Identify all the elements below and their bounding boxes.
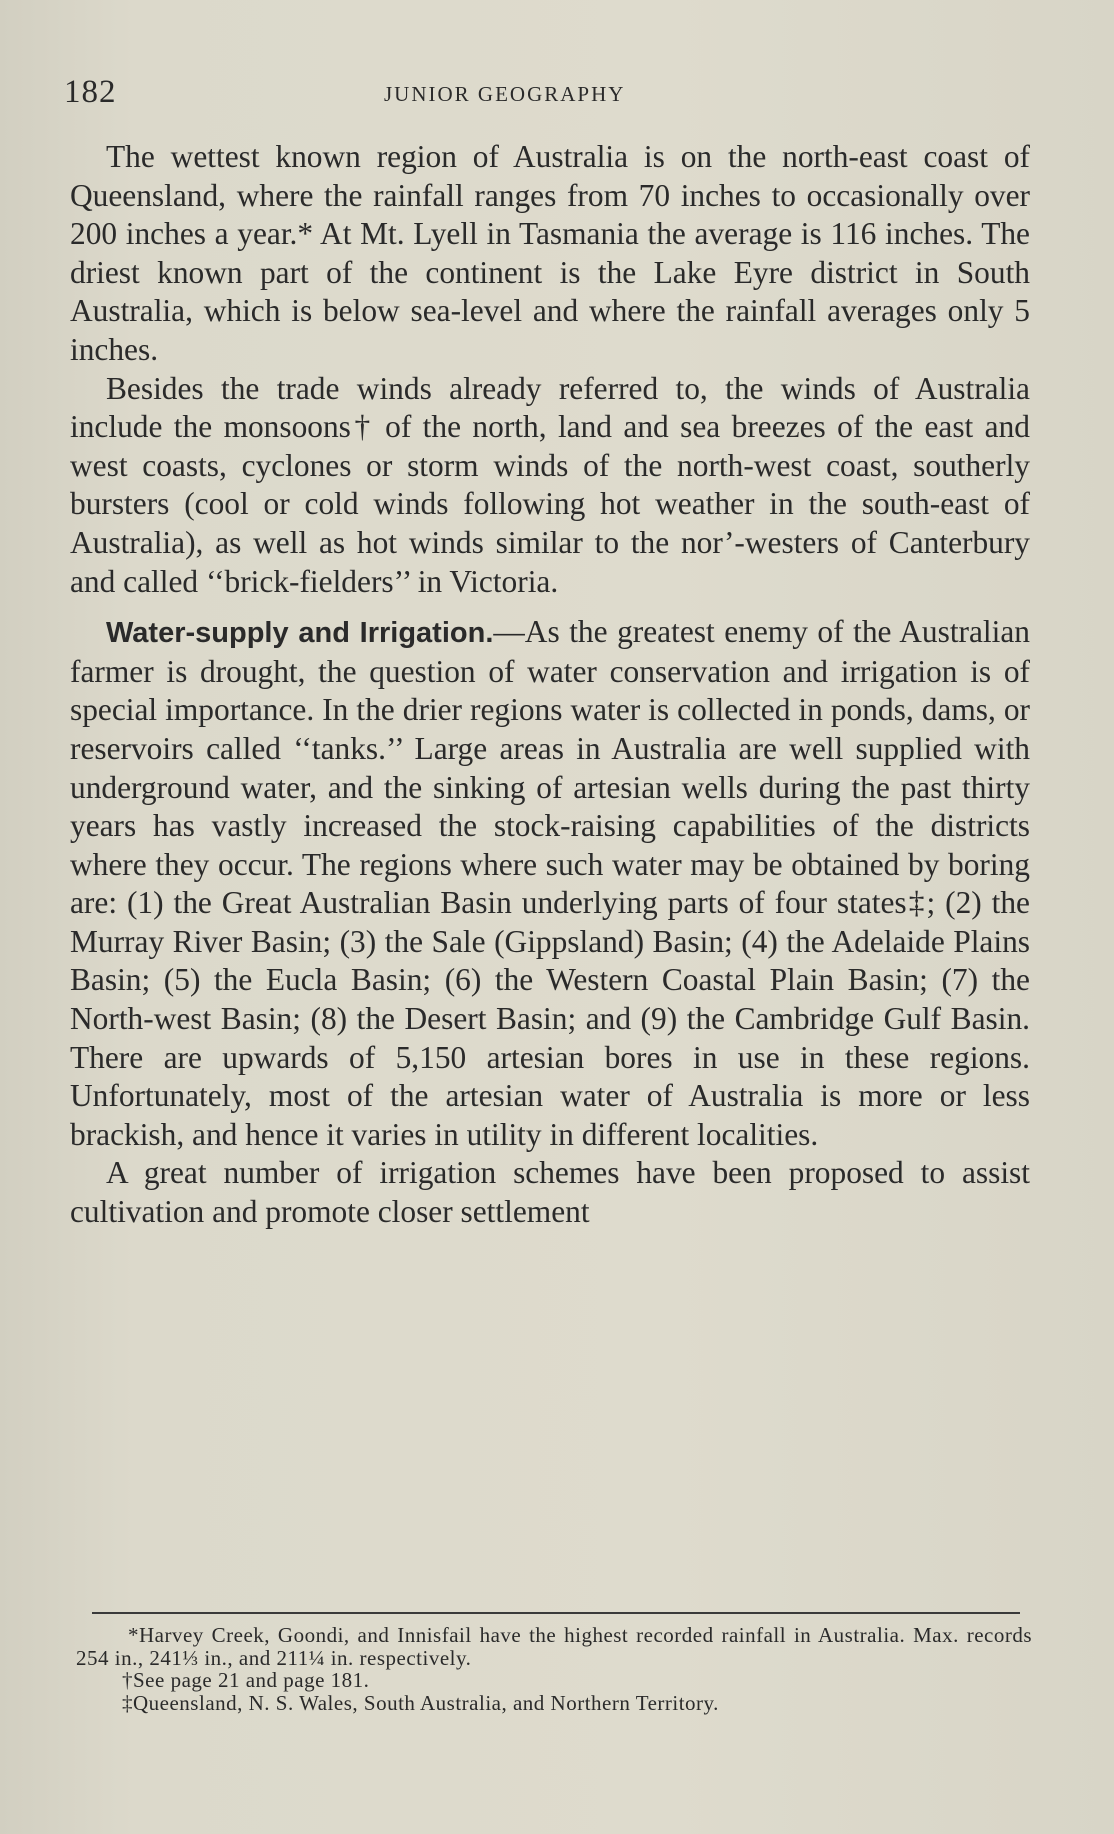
page-header — [64, 74, 1044, 114]
body-text — [70, 138, 1030, 1232]
running-head: JUNIOR GEOGRAPHY — [384, 82, 626, 106]
section-heading: Water-supply and Irrigation. — [106, 617, 494, 650]
footnote-rule — [92, 1612, 1020, 1614]
footnotes — [76, 1624, 1032, 1714]
paragraph-rainfall: The wettest known region of Australia is on the north-east coast of Queensland, where the rainfall ranges from 70 inches to occasionally over 200 inches a year.* At Mt. Lyell in Tasmania the average is 116 inches. The driest known part of the continent is the Lake Eyre district in South Australia, which is below sea-level and where the rainfall averages only 5 inches. — [70, 139, 1030, 367]
footnote-states: ‡Queensland, N. S. Wales, South Australia, and Northern Territory. — [122, 1690, 719, 1715]
paragraph-water-supply-text: —As the greatest enemy of the Australian farmer is drought, the question of water conservation and irrigation is of special importance. In the drier regions water is collected in ponds, dams, or reservoirs called ‘‘tanks.’’ Large areas in Australia are well supplied with underground water, and the sinking of artesian wells during the past thirty years has vastly increased the stock-raising capabilities of the districts where they occur. The regions where such water may be obtained by boring are: (1) the Great Australian Basin underlying parts of four states‡; (2) the Murray River Basin; (3) the Sale (Gippsland) Basin; (4) the Adelaide Plains Basin; (5) the Eucla Basin; (6) the Western Coastal Plain Basin; (7) the North-west Basin; (8) the Desert Basin; and (9) the Cambridge Gulf Basin. There are upwards of 5,150 artesian bores in use in these regions. Unfortunately, most of the artesian water of Australia is more or less brackish, and hence it varies in utility in different localities. — [70, 614, 1031, 1152]
paragraph-water-supply — [70, 613, 1030, 1154]
paragraph-irrigation: A great number of irrigation schemes have been proposed to assist cultivation and promote closer settlement — [70, 1155, 1030, 1230]
paragraph-winds: Besides the trade winds already referred to, the winds of Australia include the monsoons† of the north, land and sea breezes of the east and west coasts, cyclones or storm winds of the north-west coast, southerly bursters (cool or cold winds following hot weather in the south-east of Australia), as well as hot winds similar to the nor’-westers of Canterbury and called ‘‘brick-fielders’’ in Victoria. — [70, 370, 1030, 599]
footnote-see-page: †See page 21 and page 181. — [122, 1668, 370, 1692]
footnote-rainfall-records: *Harvey Creek, Goondi, and Innisfail have the highest recorded rainfall in Australia. Max. records 254 in., 241⅓ in., and 211¼ in. respectively. — [76, 1623, 1032, 1670]
page-number: 182 — [64, 74, 117, 110]
